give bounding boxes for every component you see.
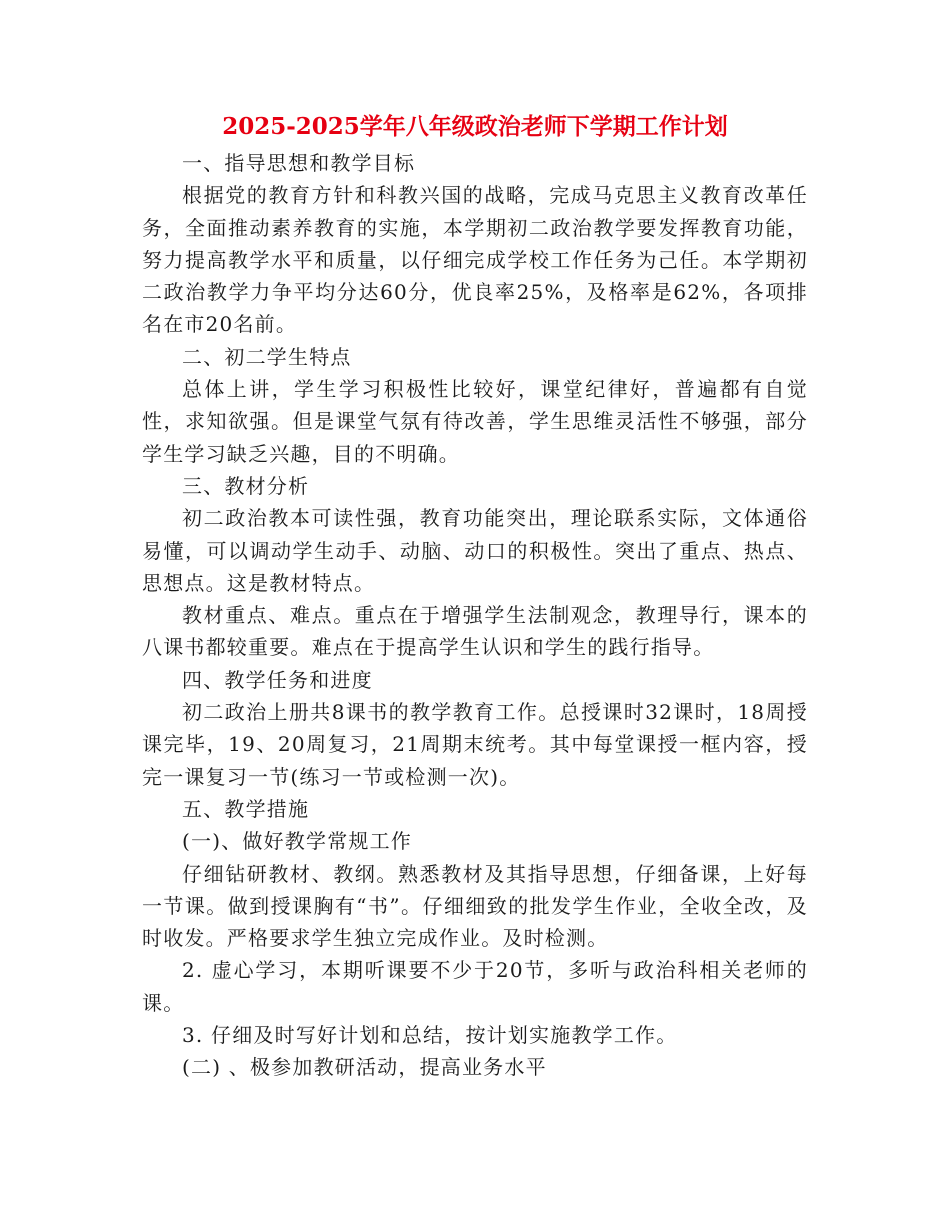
paragraph-guiding-ideas: 根据党的教育方针和科教兴国的战略，完成马克思主义教育改革任务，全面推动素养教育的实施，本学期初二政治教学要发挥教育功能，努力提高教学水平和质量，以仔细完成学校工作任务为己任。本学期初二政治教学力争平均分达60分，优良率25%，及格率是62%，各项排名在市20名前。 bbox=[142, 183, 808, 337]
paragraph-item-2: 2. 虚心学习，本期听课要不少于20节，多听与政治科相关老师的课。 bbox=[142, 958, 808, 1015]
section-heading-student-traits: 二、初二学生特点 bbox=[182, 344, 352, 369]
paragraph-student-traits: 总体上讲，学生学习积极性比较好，课堂纪律好，普遍都有自觉性，求知欲强。但是课堂气氛有待改善，学生思维灵活性不够强，部分学生学习缺乏兴趣，目的不明确。 bbox=[142, 377, 808, 466]
paragraph-tasks-progress: 初二政治上册共8课书的教学教育工作。总授课时32课时，18周授课完毕，19、20周复习，21周期末统考。其中每堂课授一框内容，授完一课复习一节(练习一节或检测一次)。 bbox=[142, 700, 808, 789]
subsection-heading-research-activities: (二) 、极参加教研活动，提高业务水平 bbox=[182, 1055, 547, 1080]
document-title: 2025-2025学年八年级政治老师下学期工作计划 bbox=[222, 113, 728, 140]
document-body bbox=[142, 147, 808, 1084]
section-heading-tasks-progress: 四、教学任务和进度 bbox=[182, 667, 373, 692]
paragraph-item-3: 3. 仔细及时写好计划和总结，按计划实施教学工作。 bbox=[182, 1023, 678, 1048]
subsection-heading-routine-work: (一)、做好教学常规工作 bbox=[182, 829, 413, 854]
section-heading-teaching-measures: 五、教学措施 bbox=[182, 796, 310, 821]
section-heading-guiding-ideas: 一、指导思想和教学目标 bbox=[182, 151, 416, 175]
paragraph-routine-work: 仔细钻研教材、教纲。熟悉教材及其指导思想，仔细备课，上好每一节课。做到授课胸有“书”。仔细细致的批发学生作业，全收全改，及时收发。严格要求学生独立完成作业。及时检测。 bbox=[142, 861, 808, 951]
paragraph-textbook-key-points: 教材重点、难点。重点在于增强学生法制观念，教理导行，课本的八课书都较重要。难点在于提高学生认识和学生的践行指导。 bbox=[142, 603, 808, 660]
section-heading-textbook-analysis: 三、教材分析 bbox=[182, 473, 310, 498]
paragraph-textbook-features: 初二政治教本可读性强，教育功能突出，理论联系实际，文体通俗易懂，可以调动学生动手、动脑、动口的积极性。突出了重点、热点、思想点。这是教材特点。 bbox=[142, 506, 808, 595]
